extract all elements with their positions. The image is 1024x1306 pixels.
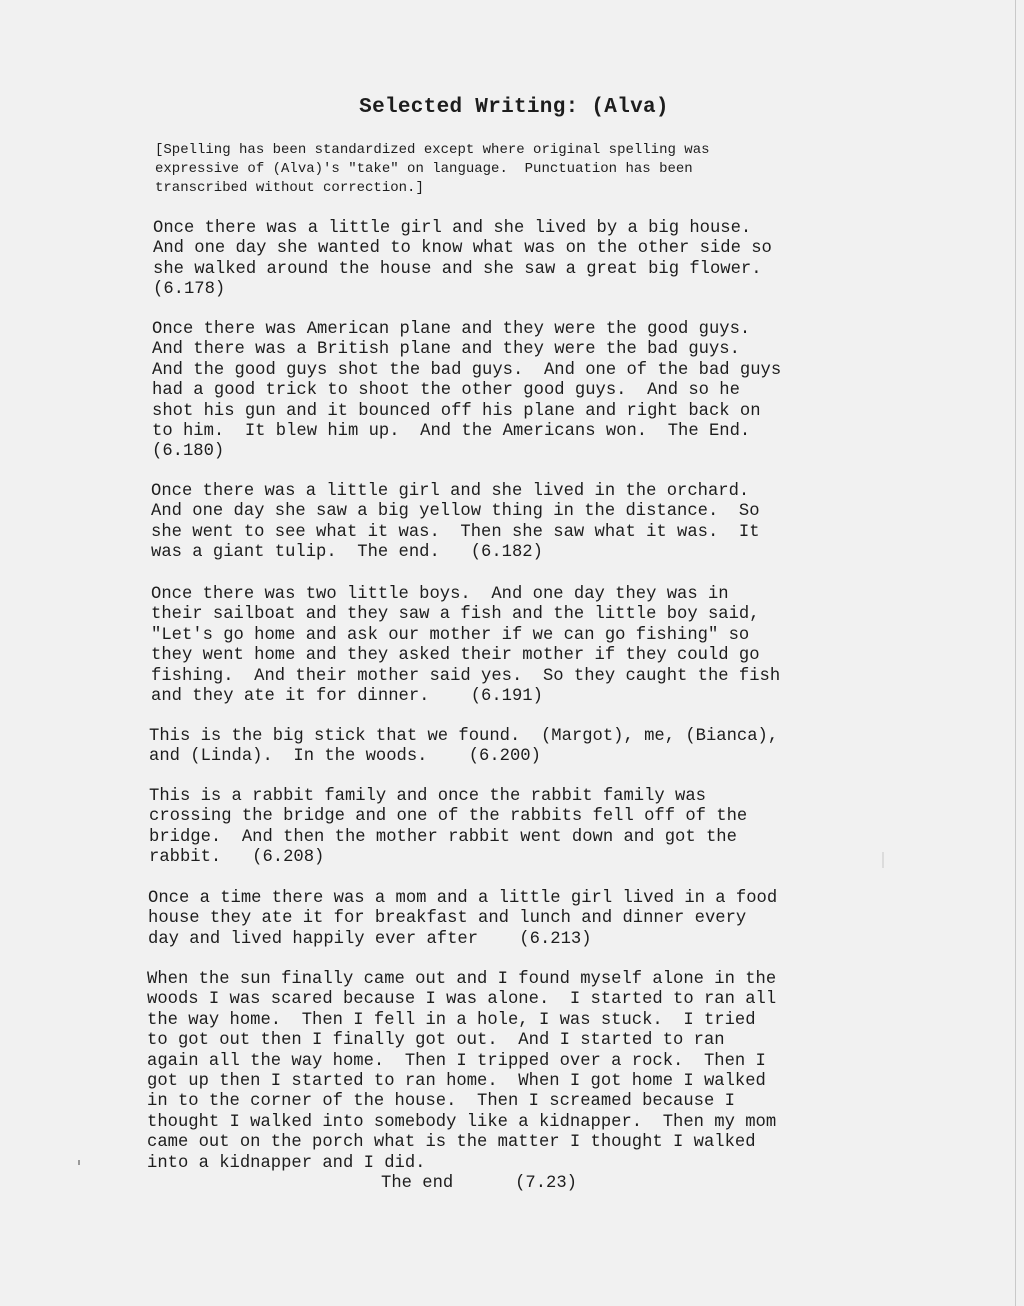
story-paragraph: Once there was a little girl and she lived in the orchard. And one day she saw a big yellow thing in the distance. So she went to see what it was. Then she saw what it was. It was a giant tulip. The end. (6.182) <box>151 482 760 563</box>
story-paragraph: Once there was two little boys. And one day they was in their sailboat and they saw a fish and the little boy said, "Let's go home and ask our mother if we can go fishing" so they went home and they asked their mother if they could go fishing. And their mother said yes. So they caught the fish and they ate it for dinner. (6.191) <box>151 585 781 707</box>
document-title: Selected Writing: (Alva) <box>359 96 669 119</box>
scan-mark <box>78 1160 80 1165</box>
editorial-note: [Spelling has been standardized except where original spelling was expressive of (Alva)'s "take" on language. Punctuation has been transcribed without correction.] <box>155 142 710 196</box>
scan-mark <box>882 852 884 868</box>
story-paragraph: Once a time there was a mom and a little girl lived in a food house they ate it for breakfast and lunch and dinner every day and lived happily ever after (6.213) <box>148 889 778 949</box>
story-paragraph: This is a rabbit family and once the rabbit family was crossing the bridge and one of the rabbits fell off of the bridge. And then the mother rabbit went down and got the rabbit. (6.208) <box>149 787 748 868</box>
story-paragraph: When the sun finally came out and I found myself alone in the woods I was scared because I was alone. I started to ran all the way home. Then I fell in a hole, I was stuck. I tried to got out then I finally got out. And I started to ran again all the way home. Then I tripped over a rock. Then I got up then I started to ran home. When I got home I walked in to the corner of the house. Then I screamed because I thought I walked into somebody like a kidnapper. Then my mom came out on the porch what is the matter I thought I walked into a kidnapper and I did. <box>147 970 777 1173</box>
story-paragraph: This is the big stick that we found. (Margot), me, (Bianca), and (Linda). In the woods. (6.200) <box>149 727 779 767</box>
story-paragraph: Once there was a little girl and she lived by a big house. And one day she wanted to know what was on the other side so she walked around the house and she saw a great big flower. (6.178) <box>153 219 772 300</box>
closing-line: The end (7.23) <box>381 1174 577 1193</box>
story-paragraph: Once there was American plane and they were the good guys. And there was a British plane and they were the bad guys. And the good guys shot the bad guys. And one of the bad guys had a good trick to shoot the other good guys. And so he shot his gun and it bounced off his plane and right back on to him. It blew him up. And the Americans won. The End. (6.180) <box>152 320 782 462</box>
